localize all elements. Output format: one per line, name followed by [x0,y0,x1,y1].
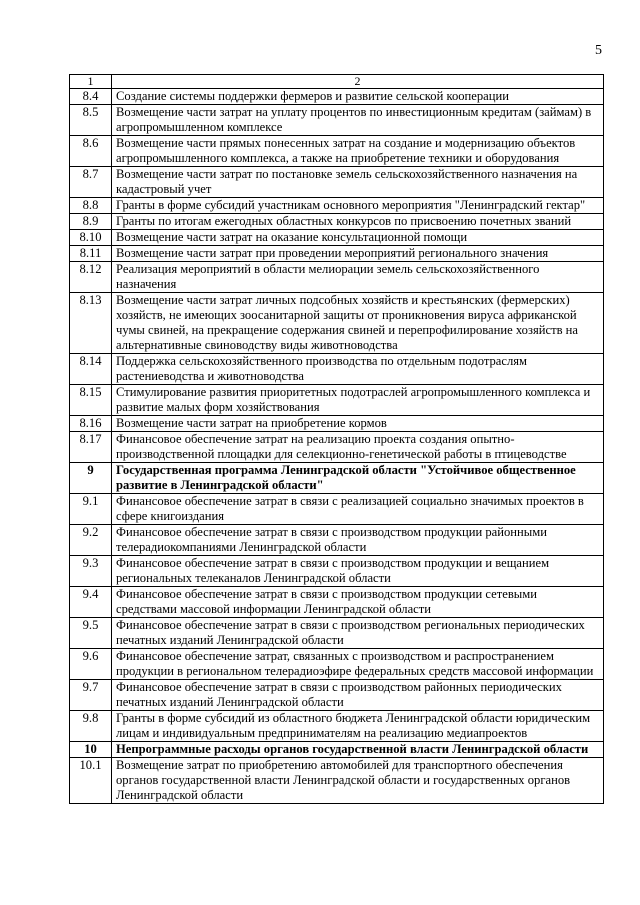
row-description: Гранты в форме субсидий участникам основного мероприятия "Ленинградский гектар" [112,198,604,214]
row-description: Финансовое обеспечение затрат, связанных с производством и распространением продукции в региональном телерадиоэфире федеральных средств массовой информации [112,649,604,680]
row-description: Возмещение затрат по приобретению автомобилей для транспортного обеспечения органов государственной власти Ленинградской области и государственных органов Ленинградской области [112,758,604,804]
row-description: Финансовое обеспечение затрат в связи с производством районных периодических печатных изданий Ленинградской области [112,680,604,711]
row-number: 9.3 [70,556,112,587]
row-number: 9.2 [70,525,112,556]
header-col-description: 2 [112,75,604,89]
row-description: Гранты в форме субсидий из областного бюджета Ленинградской области юридическим лицам и индивидуальным предпринимателям на реализацию медиапроектов [112,711,604,742]
row-number: 9.6 [70,649,112,680]
row-number: 9.7 [70,680,112,711]
table-row [70,618,604,649]
row-description: Возмещение части затрат по постановке земель сельскохозяйственного назначения на кадастровый учет [112,167,604,198]
row-description: Финансовое обеспечение затрат в связи с производством продукции и вещанием региональных телеканалов Ленинградской области [112,556,604,587]
row-number: 8.4 [70,89,112,105]
table-row [70,136,604,167]
row-description: Реализация мероприятий в области мелиорации земель сельскохозяйственного назначения [112,262,604,293]
table-row [70,167,604,198]
table-row [70,293,604,354]
row-number: 10 [70,742,112,758]
table-row [70,230,604,246]
row-number: 8.7 [70,167,112,198]
table-row [70,556,604,587]
row-description: Возмещение части затрат на приобретение кормов [112,416,604,432]
table-row [70,385,604,416]
row-number: 9.5 [70,618,112,649]
table-row [70,742,604,758]
row-description: Возмещение части затрат личных подсобных хозяйств и крестьянских (фермерских) хозяйств, не имеющих зоосанитарной защиты от проникновения вируса африканской чумы свиней, на прекращение содержания свиней и перепрофилирование хозяйств на альтернативные свиноводству виды животноводства [112,293,604,354]
table-row [70,246,604,262]
row-description: Создание системы поддержки фермеров и развитие сельской кооперации [112,89,604,105]
row-number: 8.14 [70,354,112,385]
table-row [70,354,604,385]
table-row [70,711,604,742]
row-number: 8.11 [70,246,112,262]
row-number: 9.1 [70,494,112,525]
table-row [70,463,604,494]
page-number: 5 [595,43,602,58]
row-number: 10.1 [70,758,112,804]
row-number: 9.4 [70,587,112,618]
row-number: 8.8 [70,198,112,214]
row-description: Возмещение части затрат на оказание консультационной помощи [112,230,604,246]
table-row [70,680,604,711]
table-header-row [70,75,604,89]
row-number: 8.17 [70,432,112,463]
table-row [70,649,604,680]
table-row [70,432,604,463]
table-row [70,89,604,105]
row-description: Финансовое обеспечение затрат в связи с производством продукции районными телерадиокомпаниями Ленинградской области [112,525,604,556]
row-description: Стимулирование развития приоритетных подотраслей агропромышленного комплекса и развитие малых форм хозяйствования [112,385,604,416]
row-description: Возмещение части затрат при проведении мероприятий регионального значения [112,246,604,262]
row-number: 8.13 [70,293,112,354]
row-number: 8.15 [70,385,112,416]
row-description: Государственная программа Ленинградской области "Устойчивое общественное развитие в Ленинградской области" [112,463,604,494]
table-row [70,525,604,556]
table-row [70,494,604,525]
row-description: Финансовое обеспечение затрат в связи с производством региональных периодических печатных изданий Ленинградской области [112,618,604,649]
table-row [70,214,604,230]
table-row [70,262,604,293]
table-row [70,198,604,214]
row-number: 8.6 [70,136,112,167]
row-description: Финансовое обеспечение затрат в связи с производством продукции сетевыми средствами массовой информации Ленинградской области [112,587,604,618]
table-row [70,587,604,618]
row-number: 8.10 [70,230,112,246]
row-description: Возмещение части прямых понесенных затрат на создание и модернизацию объектов агропромышленного комплекса, а также на приобретение техники и оборудования [112,136,604,167]
row-number: 9.8 [70,711,112,742]
row-number: 8.5 [70,105,112,136]
row-number: 9 [70,463,112,494]
table-body [70,75,604,804]
header-col-number: 1 [70,75,112,89]
table-row [70,758,604,804]
table-row [70,416,604,432]
row-description: Финансовое обеспечение затрат в связи с реализацией социально значимых проектов в сфере книгоиздания [112,494,604,525]
row-description: Возмещение части затрат на уплату процентов по инвестиционным кредитам (займам) в агропромышленном комплексе [112,105,604,136]
row-description: Поддержка сельскохозяйственного производства по отдельным подотраслям растениеводства и животноводства [112,354,604,385]
subsidy-table [69,74,604,804]
row-number: 8.16 [70,416,112,432]
row-description: Непрограммные расходы органов государственной власти Ленинградской области [112,742,604,758]
row-description: Гранты по итогам ежегодных областных конкурсов по присвоению почетных званий [112,214,604,230]
row-number: 8.9 [70,214,112,230]
row-description: Финансовое обеспечение затрат на реализацию проекта создания опытно-производственной площадки для селекционно-генетической работы в птицеводстве [112,432,604,463]
table-row [70,105,604,136]
row-number: 8.12 [70,262,112,293]
